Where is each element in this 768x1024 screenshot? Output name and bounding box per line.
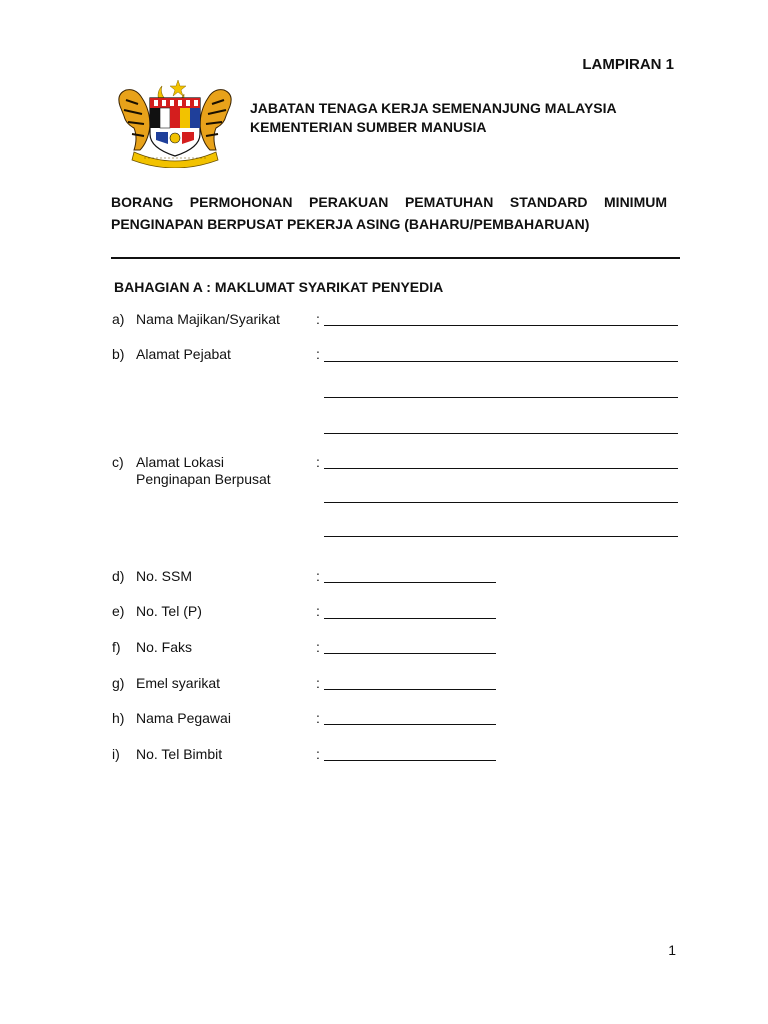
field-label-ssm-number: No. SSM [136, 568, 193, 584]
field-label-company-email: Emel syarikat [136, 675, 221, 691]
field-colon: : [316, 311, 320, 327]
field-colon: : [316, 746, 320, 762]
officer-name-input-line[interactable] [324, 724, 496, 725]
accommodation-address-input-line-1[interactable] [324, 468, 678, 469]
form-title-line-2: PENGINAPAN BERPUSAT PEKERJA ASING (BAHARU/PEMBAHARUAN) [111, 216, 590, 232]
field-label-officer-name: Nama Pegawai [136, 710, 231, 726]
page-number: 1 [668, 942, 676, 958]
field-label-mobile-phone: No. Tel Bimbit [136, 746, 223, 762]
coat-of-arms-emblem [112, 76, 238, 168]
accommodation-address-input-line-3[interactable] [324, 536, 678, 537]
field-letter: f) [112, 639, 121, 655]
company-email-input-line[interactable] [324, 689, 496, 690]
field-label-company-name: Nama Majikan/Syarikat [136, 311, 280, 327]
office-address-input-line-3[interactable] [324, 433, 678, 434]
field-label-line-1: Alamat Lokasi [136, 454, 224, 470]
office-address-input-line-2[interactable] [324, 397, 678, 398]
field-letter: i) [112, 746, 120, 762]
ssm-number-input-line[interactable] [324, 582, 496, 583]
field-label-line-2: Penginapan Berpusat [136, 471, 271, 487]
form-title [111, 191, 667, 235]
agency-name [250, 99, 617, 137]
title-divider [111, 257, 680, 259]
field-letter: d) [112, 568, 125, 584]
field-letter: c) [112, 454, 124, 470]
field-colon: : [316, 346, 320, 362]
field-colon: : [316, 568, 320, 584]
field-colon: : [316, 639, 320, 655]
office-address-input-line-1[interactable] [324, 361, 678, 362]
field-colon: : [316, 675, 320, 691]
accommodation-address-input-line-2[interactable] [324, 502, 678, 503]
field-letter: g) [112, 675, 125, 691]
agency-line-2: KEMENTERIAN SUMBER MANUSIA [250, 119, 487, 135]
company-name-input-line[interactable] [324, 325, 678, 326]
field-colon: : [316, 454, 320, 470]
field-letter: e) [112, 603, 125, 619]
field-letter: h) [112, 710, 125, 726]
section-title: BAHAGIAN A : MAKLUMAT SYARIKAT PENYEDIA [114, 279, 444, 295]
field-colon: : [316, 603, 320, 619]
fax-number-input-line[interactable] [324, 653, 496, 654]
field-label-office-address: Alamat Pejabat [136, 346, 231, 362]
office-phone-input-line[interactable] [324, 618, 496, 619]
field-label-accommodation-address [136, 454, 271, 488]
field-label-fax-number: No. Faks [136, 639, 193, 655]
annex-label: LAMPIRAN 1 [582, 56, 674, 73]
form-title-line-1: BORANG PERMOHONAN PERAKUAN PEMATUHAN STANDARD MINIMUM [111, 194, 667, 210]
field-letter: b) [112, 346, 125, 362]
agency-line-1: JABATAN TENAGA KERJA SEMENANJUNG MALAYSIA [250, 100, 617, 116]
field-label-office-phone: No. Tel (P) [136, 603, 202, 619]
field-letter: a) [112, 311, 125, 327]
field-colon: : [316, 710, 320, 726]
mobile-phone-input-line[interactable] [324, 760, 496, 761]
